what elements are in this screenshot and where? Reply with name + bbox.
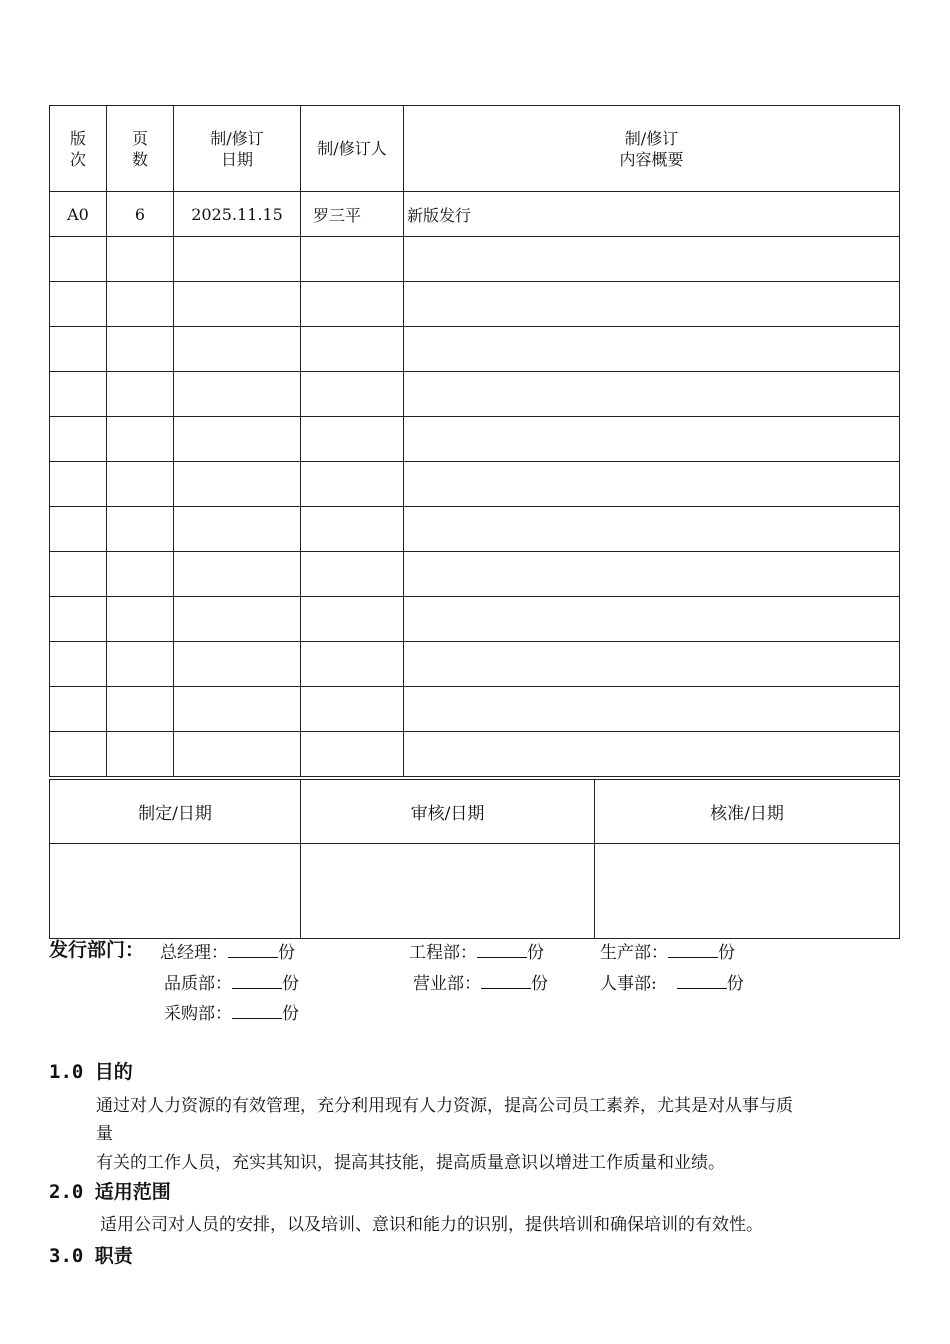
table-row — [50, 552, 900, 597]
table-row — [50, 462, 900, 507]
table-row — [50, 327, 900, 372]
blank-line — [668, 943, 718, 958]
header-summary: 制/修订 内容概要 — [404, 106, 900, 192]
table-row — [50, 237, 900, 282]
section-1-line-2: 量 — [96, 1124, 113, 1144]
dist-sales: 营业部： 份 — [413, 974, 548, 994]
table-row — [50, 417, 900, 462]
blank-line — [232, 974, 282, 989]
section-1-line-3: 有关的工作人员，充实其知识，提高其技能，提高质量意识以增进工作质量和业绩。 — [96, 1153, 725, 1173]
section-2-heading: 2.0 适用范围 — [49, 1181, 171, 1203]
blank-line — [477, 943, 527, 958]
cell-summary: 新版发行 — [404, 192, 900, 237]
cell-pages: 6 — [107, 192, 174, 237]
dist-purchasing: 采购部： 份 — [164, 1004, 299, 1024]
header-version: 版 次 — [50, 106, 107, 192]
table-row — [50, 192, 900, 237]
cell-date: 2025.11.15 — [174, 192, 301, 237]
blank-line — [228, 943, 278, 958]
cell-reviser: 罗三平 — [301, 192, 404, 237]
revision-table — [49, 105, 900, 777]
table-row — [50, 372, 900, 417]
signature-table — [49, 779, 900, 939]
section-1-heading: 1.0 目的 — [49, 1061, 133, 1083]
blank-line — [481, 974, 531, 989]
header-reviser: 制/修订人 — [301, 106, 404, 192]
section-3-heading: 3.0 职责 — [49, 1245, 133, 1267]
reviewed-date-label: 审核/日期 — [301, 780, 595, 844]
cell-version: A0 — [50, 192, 107, 237]
table-row — [50, 732, 900, 777]
table-row — [50, 597, 900, 642]
table-row — [50, 642, 900, 687]
approved-signature-cell — [595, 844, 900, 939]
dist-hr: 人事部: 份 — [600, 974, 744, 994]
dist-gm: 总经理： 份 — [160, 943, 295, 963]
revision-header-row — [50, 106, 900, 192]
table-row — [50, 687, 900, 732]
blank-line — [232, 1004, 282, 1019]
dist-production: 生产部： 份 — [600, 943, 735, 963]
prepared-date-label: 制定/日期 — [50, 780, 301, 844]
reviewed-signature-cell — [301, 844, 595, 939]
prepared-signature-cell — [50, 844, 301, 939]
header-date: 制/修订 日期 — [174, 106, 301, 192]
distribution-label: 发行部门： — [49, 939, 145, 961]
table-row — [50, 282, 900, 327]
dist-engineering: 工程部： 份 — [409, 943, 544, 963]
section-2-line-1: 适用公司对人员的安排，以及培训、意识和能力的识别，提供培训和确保培训的有效性。 — [100, 1215, 763, 1235]
header-pages: 页 数 — [107, 106, 174, 192]
approved-date-label: 核准/日期 — [595, 780, 900, 844]
table-row — [50, 507, 900, 552]
dist-quality: 品质部： 份 — [164, 974, 299, 994]
blank-line — [677, 974, 727, 989]
section-1-line-1: 通过对人力资源的有效管理，充分利用现有人力资源，提高公司员工素养，尤其是对从事与质 — [96, 1096, 793, 1116]
